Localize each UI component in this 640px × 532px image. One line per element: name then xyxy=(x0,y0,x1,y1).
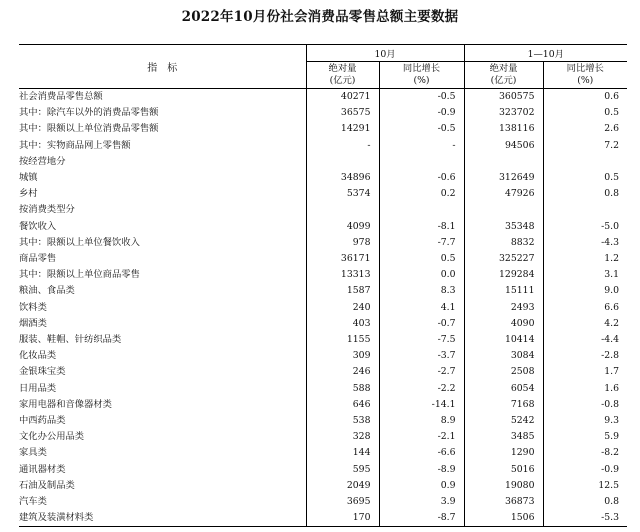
cell-oct-abs: 328 xyxy=(306,429,379,445)
cell-ytd-abs: 1290 xyxy=(464,445,543,461)
cell-ytd-yoy: 7.2 xyxy=(543,138,627,154)
cell-ytd-yoy: -5.0 xyxy=(543,219,627,235)
table-row xyxy=(19,138,627,154)
cell-oct-yoy: -7.5 xyxy=(379,332,464,348)
row-label: 其中：限额以上单位商品零售 xyxy=(19,269,140,281)
cell-ytd-abs: 3084 xyxy=(464,348,543,364)
cell-oct-yoy xyxy=(379,154,464,170)
row-label: 家用电器和音像器材类 xyxy=(19,398,112,410)
cell-ytd-abs: 138116 xyxy=(464,121,543,137)
cell-oct-yoy: -0.5 xyxy=(379,89,464,106)
cell-ytd-abs: 6054 xyxy=(464,381,543,397)
col-header-ytd-yoy: 同比增长 (%) xyxy=(543,62,627,89)
row-label: 石油及制品类 xyxy=(19,479,75,491)
cell-oct-abs: - xyxy=(306,138,379,154)
cell-oct-abs: 240 xyxy=(306,300,379,316)
table-row xyxy=(19,445,627,461)
cell-ytd-abs: 15111 xyxy=(464,283,543,299)
cell-oct-yoy: -0.5 xyxy=(379,121,464,137)
cell-ytd-abs: 10414 xyxy=(464,332,543,348)
cell-oct-yoy: 0.0 xyxy=(379,267,464,283)
table-row xyxy=(19,267,627,283)
cell-ytd-yoy: -2.8 xyxy=(543,348,627,364)
row-label: 通讯器材类 xyxy=(19,463,66,475)
table-row xyxy=(19,251,627,267)
cell-oct-yoy: 0.2 xyxy=(379,186,464,202)
cell-oct-yoy: 8.9 xyxy=(379,413,464,429)
row-label: 其中：除汽车以外的消费品零售额 xyxy=(19,107,159,119)
cell-ytd-yoy: 3.1 xyxy=(543,267,627,283)
cell-oct-abs: 2049 xyxy=(306,478,379,494)
cell-ytd-yoy: 0.5 xyxy=(543,105,627,121)
cell-ytd-yoy: 9.0 xyxy=(543,283,627,299)
cell-oct-yoy: -2.1 xyxy=(379,429,464,445)
table-row xyxy=(19,105,627,121)
cell-ytd-abs: 1506 xyxy=(464,510,543,527)
row-label: 烟酒类 xyxy=(19,317,47,329)
table-row xyxy=(19,219,627,235)
cell-ytd-yoy xyxy=(543,154,627,170)
cell-oct-yoy: 8.3 xyxy=(379,283,464,299)
cell-oct-abs: 538 xyxy=(306,413,379,429)
indicator-header: 指 标 xyxy=(19,45,306,89)
cell-ytd-yoy: -8.2 xyxy=(543,445,627,461)
cell-oct-yoy: 4.1 xyxy=(379,300,464,316)
row-label: 乡村 xyxy=(19,188,38,200)
row-label: 社会消费品零售总额 xyxy=(19,91,103,102)
page-title: 2022年10月份社会消费品零售总额主要数据 xyxy=(181,9,459,25)
cell-oct-yoy: -2.2 xyxy=(379,381,464,397)
cell-ytd-yoy: 6.6 xyxy=(543,300,627,316)
cell-oct-yoy: -6.6 xyxy=(379,445,464,461)
table-row xyxy=(19,332,627,348)
cell-ytd-yoy: 4.2 xyxy=(543,316,627,332)
cell-oct-yoy: -2.7 xyxy=(379,364,464,380)
cell-oct-yoy: -3.7 xyxy=(379,348,464,364)
cell-oct-abs: 646 xyxy=(306,397,379,413)
cell-ytd-yoy: 2.6 xyxy=(543,121,627,137)
cell-ytd-abs: 8832 xyxy=(464,235,543,251)
cell-oct-yoy: -0.6 xyxy=(379,170,464,186)
row-label: 按经营地分 xyxy=(19,155,66,167)
cell-ytd-abs: 47926 xyxy=(464,186,543,202)
cell-ytd-abs: 5016 xyxy=(464,462,543,478)
table-row xyxy=(19,364,627,380)
cell-oct-yoy: 0.9 xyxy=(379,478,464,494)
row-label: 餐饮收入 xyxy=(19,220,57,232)
table-row xyxy=(19,397,627,413)
cell-oct-yoy: -8.9 xyxy=(379,462,464,478)
table-row xyxy=(19,316,627,332)
cell-oct-yoy xyxy=(379,202,464,218)
cell-oct-yoy: 0.5 xyxy=(379,251,464,267)
cell-oct-abs: 144 xyxy=(306,445,379,461)
table-row xyxy=(19,170,627,186)
row-label: 按消费类型分 xyxy=(19,204,75,216)
cell-oct-abs: 34896 xyxy=(306,170,379,186)
row-label: 服装、鞋帽、针纺织品类 xyxy=(19,334,122,346)
row-label: 日用品类 xyxy=(19,382,57,394)
row-label: 化妆品类 xyxy=(19,350,57,362)
cell-ytd-yoy: 1.7 xyxy=(543,364,627,380)
cell-oct-yoy: -0.7 xyxy=(379,316,464,332)
cell-ytd-yoy: 0.8 xyxy=(543,494,627,510)
cell-oct-yoy: -8.1 xyxy=(379,219,464,235)
row-label: 文化办公用品类 xyxy=(19,431,85,443)
cell-oct-abs: 1155 xyxy=(306,332,379,348)
row-label: 商品零售 xyxy=(19,253,57,265)
cell-oct-abs: 403 xyxy=(306,316,379,332)
cell-ytd-abs: 325227 xyxy=(464,251,543,267)
table-row xyxy=(19,510,627,527)
cell-oct-abs: 1587 xyxy=(306,283,379,299)
table-row xyxy=(19,413,627,429)
cell-ytd-abs: 2493 xyxy=(464,300,543,316)
cell-oct-yoy: -8.7 xyxy=(379,510,464,527)
row-label: 粮油、食品类 xyxy=(19,285,75,297)
row-label: 汽车类 xyxy=(19,496,47,508)
cell-oct-abs: 246 xyxy=(306,364,379,380)
table-row xyxy=(19,348,627,364)
cell-ytd-yoy: 0.5 xyxy=(543,170,627,186)
col-header-oct-abs: 绝对量 (亿元) xyxy=(306,62,379,89)
table-row xyxy=(19,478,627,494)
cell-oct-abs: 14291 xyxy=(306,121,379,137)
table-row xyxy=(19,154,627,170)
cell-ytd-abs: 4090 xyxy=(464,316,543,332)
cell-oct-abs: 36575 xyxy=(306,105,379,121)
cell-oct-yoy: -0.9 xyxy=(379,105,464,121)
cell-oct-abs xyxy=(306,154,379,170)
period-header-october: 10月 xyxy=(306,45,464,62)
table-row xyxy=(19,283,627,299)
cell-ytd-abs: 3485 xyxy=(464,429,543,445)
cell-oct-abs: 595 xyxy=(306,462,379,478)
cell-ytd-yoy: 12.5 xyxy=(543,478,627,494)
row-label: 其中：限额以上单位消费品零售额 xyxy=(19,123,159,135)
col-header-oct-yoy: 同比增长 (%) xyxy=(379,62,464,89)
cell-oct-abs: 4099 xyxy=(306,219,379,235)
cell-oct-abs: 170 xyxy=(306,510,379,527)
cell-ytd-yoy: 0.8 xyxy=(543,186,627,202)
table-row xyxy=(19,300,627,316)
cell-oct-abs: 40271 xyxy=(306,89,379,106)
cell-ytd-abs: 36873 xyxy=(464,494,543,510)
cell-ytd-abs: 19080 xyxy=(464,478,543,494)
cell-ytd-abs: 129284 xyxy=(464,267,543,283)
cell-oct-abs: 5374 xyxy=(306,186,379,202)
cell-ytd-yoy: 0.6 xyxy=(543,89,627,106)
row-label: 其中：限额以上单位餐饮收入 xyxy=(19,236,140,248)
row-label: 饮料类 xyxy=(19,301,47,313)
col-header-ytd-abs: 绝对量 (亿元) xyxy=(464,62,543,89)
cell-oct-yoy: -14.1 xyxy=(379,397,464,413)
cell-ytd-yoy xyxy=(543,202,627,218)
cell-oct-abs: 978 xyxy=(306,235,379,251)
cell-oct-yoy: -7.7 xyxy=(379,235,464,251)
cell-oct-abs xyxy=(306,202,379,218)
table-row xyxy=(19,462,627,478)
cell-ytd-yoy: -0.8 xyxy=(543,397,627,413)
cell-ytd-yoy: -5.3 xyxy=(543,510,627,527)
cell-ytd-abs: 7168 xyxy=(464,397,543,413)
cell-ytd-yoy: 1.2 xyxy=(543,251,627,267)
cell-ytd-yoy: 1.6 xyxy=(543,381,627,397)
table-row xyxy=(19,202,627,218)
cell-oct-abs: 588 xyxy=(306,381,379,397)
cell-ytd-abs xyxy=(464,202,543,218)
cell-ytd-abs xyxy=(464,154,543,170)
cell-oct-yoy: 3.9 xyxy=(379,494,464,510)
cell-ytd-yoy: 5.9 xyxy=(543,429,627,445)
row-label: 城镇 xyxy=(19,172,38,184)
cell-ytd-abs: 35348 xyxy=(464,219,543,235)
row-label: 中西药品类 xyxy=(19,415,66,427)
cell-oct-abs: 36171 xyxy=(306,251,379,267)
cell-ytd-yoy: -4.3 xyxy=(543,235,627,251)
cell-oct-yoy: - xyxy=(379,138,464,154)
table-row xyxy=(19,186,627,202)
cell-ytd-abs: 323702 xyxy=(464,105,543,121)
table-row xyxy=(19,494,627,510)
table-row xyxy=(19,381,627,397)
table-row xyxy=(19,235,627,251)
cell-ytd-abs: 2508 xyxy=(464,364,543,380)
cell-oct-abs: 309 xyxy=(306,348,379,364)
table-row xyxy=(19,89,627,106)
table-body xyxy=(19,89,627,527)
cell-ytd-abs: 312649 xyxy=(464,170,543,186)
row-label: 金银珠宝类 xyxy=(19,366,66,378)
cell-ytd-yoy: -4.4 xyxy=(543,332,627,348)
cell-oct-abs: 3695 xyxy=(306,494,379,510)
table-row xyxy=(19,121,627,137)
cell-oct-abs: 13313 xyxy=(306,267,379,283)
period-header-jan-oct: 1—10月 xyxy=(464,45,627,62)
data-table xyxy=(19,44,627,527)
row-label: 其中：实物商品网上零售额 xyxy=(19,139,131,151)
cell-ytd-abs: 94506 xyxy=(464,138,543,154)
row-label: 家具类 xyxy=(19,447,47,459)
cell-ytd-yoy: 9.3 xyxy=(543,413,627,429)
table-row xyxy=(19,429,627,445)
cell-ytd-abs: 360575 xyxy=(464,89,543,106)
cell-ytd-yoy: -0.9 xyxy=(543,462,627,478)
row-label: 建筑及装潢材料类 xyxy=(19,510,306,527)
cell-ytd-abs: 5242 xyxy=(464,413,543,429)
